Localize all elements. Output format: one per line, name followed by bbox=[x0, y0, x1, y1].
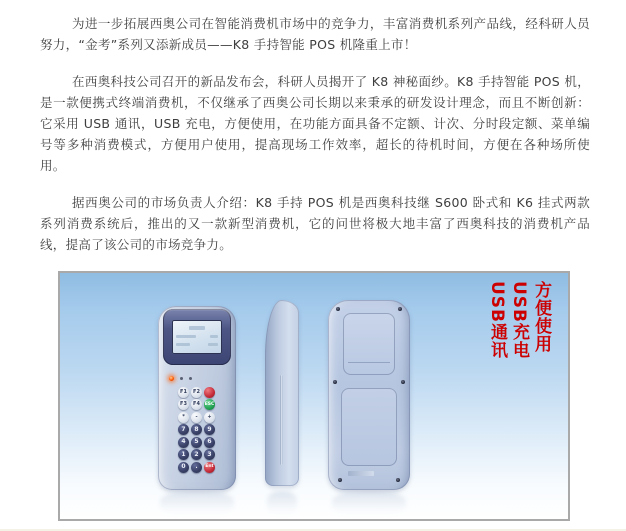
reflection bbox=[267, 491, 297, 517]
screw-icon bbox=[396, 478, 400, 482]
screw-icon bbox=[398, 307, 402, 311]
key-6: 6 bbox=[204, 437, 215, 448]
key-9: 9 bbox=[204, 424, 215, 435]
lcd-content-line bbox=[210, 335, 218, 338]
device-side-view bbox=[265, 300, 299, 486]
key-5: 5 bbox=[191, 437, 202, 448]
key-4: 4 bbox=[178, 437, 189, 448]
battery-cover bbox=[341, 388, 397, 466]
key--: - bbox=[191, 412, 202, 423]
key-1: 1 bbox=[178, 449, 189, 460]
key-.: . bbox=[191, 462, 202, 473]
slogan-column-1: 方便使用 bbox=[531, 281, 551, 353]
key-3: 3 bbox=[204, 449, 215, 460]
screw-icon bbox=[401, 380, 405, 384]
article bbox=[0, 0, 626, 255]
screw-icon bbox=[338, 478, 342, 482]
lcd-content-line bbox=[208, 343, 218, 346]
key-F4: F4 bbox=[191, 399, 202, 410]
led-off-icon bbox=[189, 377, 192, 380]
screen-bezel bbox=[163, 309, 231, 365]
lcd-content-line bbox=[176, 335, 196, 338]
keypad bbox=[177, 386, 216, 474]
article-paragraph-2: 在西奥科技公司召开的新品发布会，科研人员揭开了 K8 神秘面纱。K8 手持智能 POS 机，是一款便携式终端消费机，不仅继承了西奥公司长期以来秉承的研发设计理念，而且不断创新：它采用 USB 通讯，USB 充电，方便使用，在功能方面具备不定额、计次、分时段定额、菜单编号等多种消费模式，方便用户使用，提高现场工作效率，超长的待机时间，方便在各种场所使用。 bbox=[40, 74, 590, 173]
product-photo bbox=[58, 271, 570, 521]
key-*: * bbox=[178, 412, 189, 423]
article-paragraph-3: 据西奥公司的市场负责人介绍：K8 手持 POS 机是西奥科技继 S600 卧式和 K6 挂式两款系列消费系统后，推出的又一款新型消费机，它的问世将极大地丰富了西奥科技的消费机产品线，提高了该公司的市场竞争力。 bbox=[40, 195, 590, 252]
reflection bbox=[332, 491, 406, 517]
key-0: 0 bbox=[178, 462, 189, 473]
key-F3: F3 bbox=[178, 399, 189, 410]
back-label bbox=[348, 471, 374, 476]
key-8: 8 bbox=[191, 424, 202, 435]
key-7: 7 bbox=[178, 424, 189, 435]
led-row bbox=[169, 375, 192, 381]
screw-icon bbox=[333, 380, 337, 384]
key-ESC: ESC bbox=[204, 399, 215, 410]
device-front-view bbox=[158, 306, 236, 490]
device-back-view bbox=[328, 300, 410, 490]
article-paragraph-1: 为进一步拓展西奥公司在智能消费机市场中的竞争力，丰富消费机系列产品线，经科研人员努力，“金考”系列又添新成员——K8 手持智能 POS 机隆重上市！ bbox=[40, 16, 590, 52]
led-on-icon bbox=[169, 376, 174, 381]
lcd-screen bbox=[172, 320, 222, 354]
screw-icon bbox=[336, 307, 340, 311]
key-+: + bbox=[204, 412, 215, 423]
lcd-content-line bbox=[189, 326, 205, 330]
key-red-function bbox=[204, 387, 215, 398]
key-F1: F1 bbox=[178, 387, 189, 398]
reflection bbox=[160, 491, 234, 517]
slogan-column-2: USB充电 bbox=[509, 281, 529, 360]
slogan-block bbox=[486, 281, 552, 381]
back-top-panel bbox=[343, 313, 395, 375]
slogan-column-3: USB通讯 bbox=[487, 281, 507, 360]
key-F2: F2 bbox=[191, 387, 202, 398]
key-Ent: Ent bbox=[204, 462, 215, 473]
lcd-content-line bbox=[176, 343, 190, 346]
key-2: 2 bbox=[191, 449, 202, 460]
led-off-icon bbox=[180, 377, 183, 380]
